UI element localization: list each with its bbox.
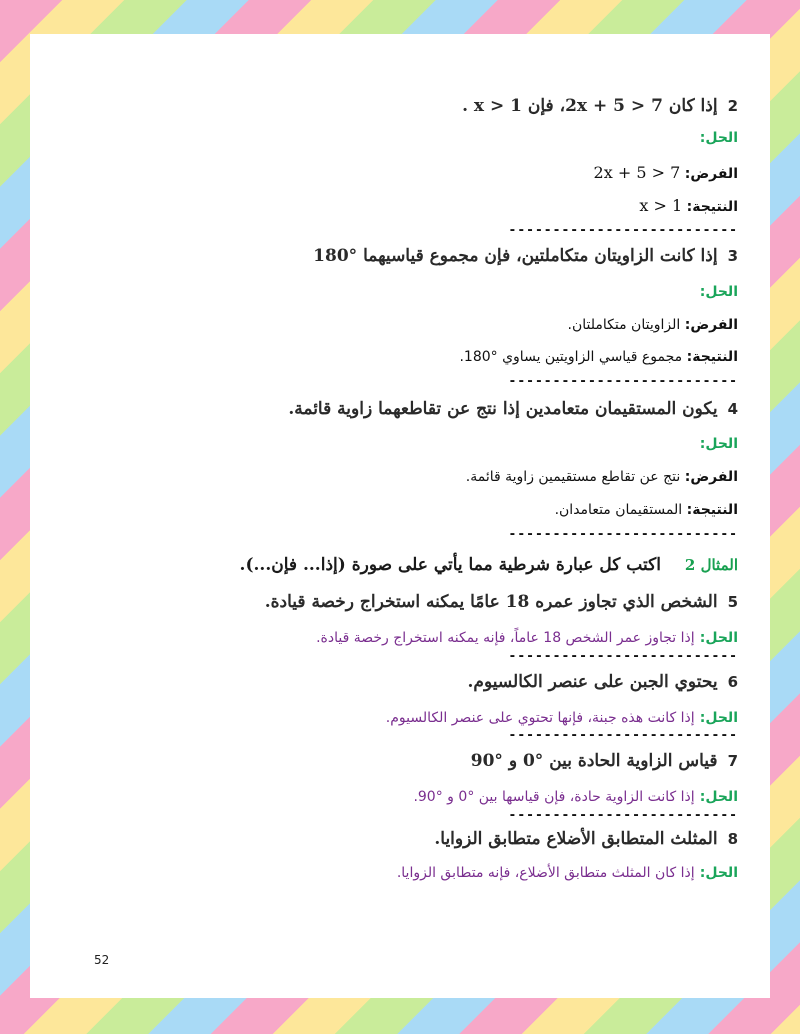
hypothesis-line [466, 469, 738, 485]
hypothesis-line [594, 163, 738, 182]
question-text: المثلث المتطابق الأضلاع متطابق الزوايا. [434, 829, 718, 849]
answer-text: إذا كانت الزاوية حادة، فإن قياسها بين °0 و °90. [413, 789, 695, 805]
solution-label: الحل: [699, 789, 738, 805]
question-7 [471, 751, 738, 771]
separator: -------------------------- [508, 374, 738, 389]
question-2 [462, 96, 738, 116]
question-number: 2 [727, 97, 738, 115]
separator: -------------------------- [508, 223, 738, 238]
question-text: الشخص الذي تجاوز عمره 18 عامًا يمكنه استخراج رخصة قيادة. [264, 592, 718, 612]
conclusion-math: x > 1 [639, 196, 683, 215]
separator: -------------------------- [508, 527, 738, 542]
example-text: اكتب كل عبارة شرطية مما يأتي على صورة (إذا... فإن...). [239, 555, 661, 575]
conclusion-line [555, 502, 738, 518]
solution-label: الحل: [699, 710, 738, 726]
question-number: 7 [727, 752, 738, 770]
answer-text: إذا كانت هذه جبنة، فإنها تحتوي على عنصر الكالسيوم. [385, 710, 695, 726]
page-number: 52 [94, 953, 110, 967]
question-text: قياس الزاوية الحادة بين °0 و °90 [470, 751, 718, 771]
hypothesis-label: الفرض: [684, 469, 738, 485]
question-4 [288, 399, 738, 419]
separator: -------------------------- [508, 728, 738, 743]
answer-text: إذا كان المثلث متطابق الأضلاع، فإنه متطابق الزوايا. [396, 865, 695, 881]
question-8 [434, 829, 738, 849]
conclusion-label: النتيجة: [686, 349, 738, 365]
hypothesis-text: الزاويتان متكاملتان. [567, 317, 681, 333]
answer-line [413, 786, 738, 805]
solution-label: الحل: [699, 130, 738, 146]
hypothesis-line [568, 317, 738, 333]
question-number: 6 [727, 673, 738, 691]
conclusion-line [639, 196, 738, 215]
hypothesis-label: الفرض: [684, 166, 738, 182]
question-number: 3 [727, 247, 738, 265]
conclusion-line [459, 349, 738, 365]
answer-line [316, 627, 738, 646]
hypothesis-text: نتج عن تقاطع مستقيمين زاوية قائمة. [465, 469, 681, 485]
conclusion-label: النتيجة: [686, 199, 738, 215]
hypothesis-label: الفرض: [684, 317, 738, 333]
example-heading [240, 555, 738, 575]
question-text: يكون المستقيمان متعامدين إذا نتج عن تقاطعهما زاوية قائمة. [288, 399, 718, 419]
hypothesis-math: 2x + 5 > 7 [593, 163, 681, 182]
question-text: يحتوي الجبن على عنصر الكالسيوم. [467, 672, 718, 692]
solution-label: الحل: [699, 284, 738, 300]
question-5 [265, 592, 738, 612]
conclusion-label: النتيجة: [686, 502, 738, 518]
question-3 [313, 246, 738, 266]
question-number: 5 [727, 593, 738, 611]
question-6 [468, 672, 739, 692]
question-text: إذا كان 7 < 5 + 2x، فإن x > 1 . [462, 96, 718, 116]
conclusion-text: مجموع قياسي الزاويتين يساوي °180. [459, 349, 683, 365]
separator: -------------------------- [508, 808, 738, 823]
question-text: إذا كانت الزاويتان متكاملتين، فإن مجموع قياسيهما °180 [313, 246, 718, 266]
answer-line [397, 862, 738, 881]
solution-label: الحل: [699, 630, 738, 646]
answer-text: إذا تجاوز عمر الشخص 18 عاماً، فإنه يمكنه استخراج رخصة قيادة. [316, 630, 695, 646]
question-number: 8 [727, 830, 738, 848]
separator: -------------------------- [508, 649, 738, 664]
example-tag: المثال 2 [684, 556, 738, 574]
solution-label: الحل: [699, 436, 738, 452]
solution-label: الحل: [699, 865, 738, 881]
answer-line [386, 707, 738, 726]
conclusion-text: المستقيمان متعامدان. [554, 502, 683, 518]
question-number: 4 [727, 400, 738, 418]
